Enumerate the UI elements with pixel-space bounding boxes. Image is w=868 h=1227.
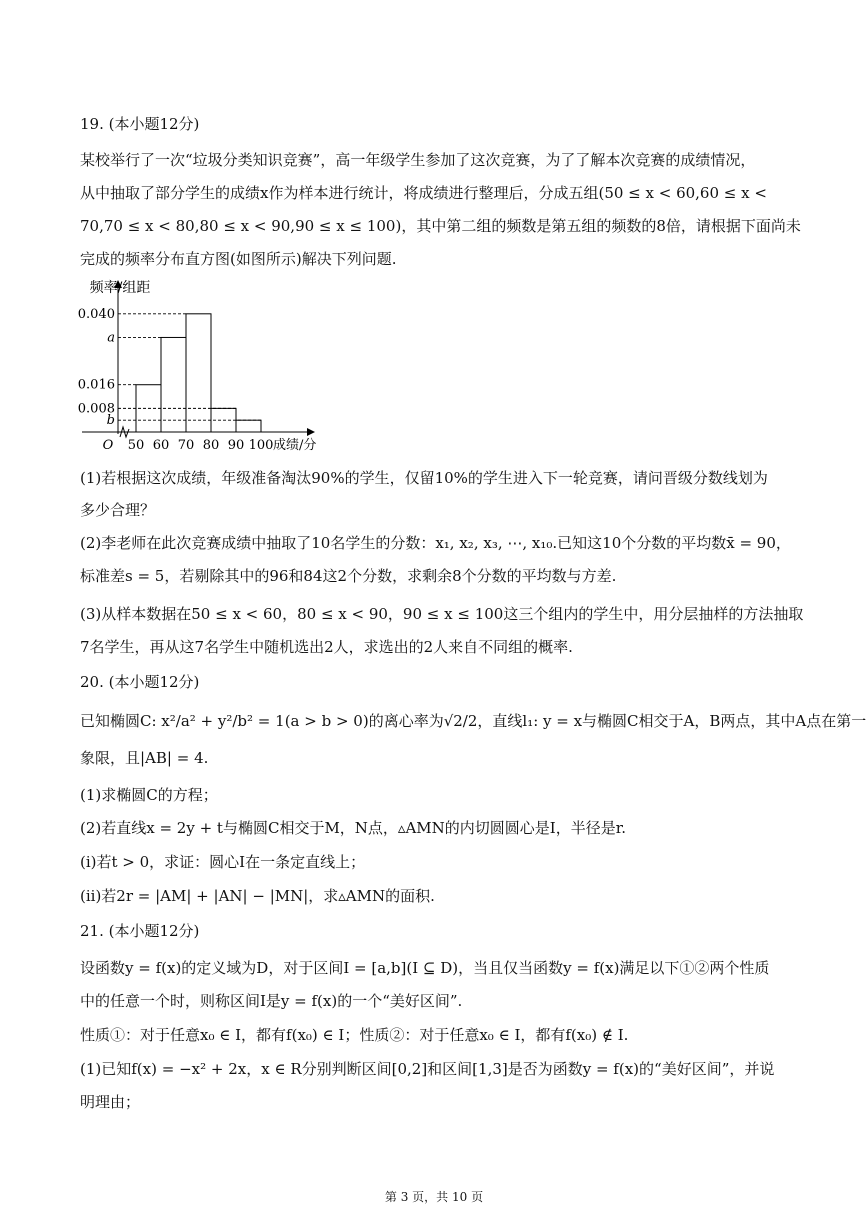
q19-text: 某校举行了一次“垃圾分类知识竞赛”，高一年级学生参加了这次竞赛，为了了解本次竞赛的成绩情况，: [80, 151, 756, 169]
q21-sub1: 明理由；: [80, 1093, 141, 1111]
x-tick-label: 70: [177, 438, 195, 453]
x-tick-label: 50: [127, 438, 145, 453]
q19-sub1: 多少合理？: [80, 501, 156, 519]
q20-text: 象限，且|AB| = 4.: [80, 749, 209, 767]
q19-sub2: 标准差s = 5，若剔除其中的96和84这2个分数，求剩余8个分数的平均数与方差.: [80, 567, 617, 585]
q21-sub1: (1)已知f(x) = −x² + 2x，x ∈ R分别判断区间[0,2]和区间[1,3]是否为函数y = f(x)的“美好区间”，并说: [80, 1060, 775, 1078]
x-tick-label: 60: [152, 438, 170, 453]
frequency-histogram: [78, 276, 378, 456]
q20-header: 20. (本小题12分): [80, 673, 200, 691]
q21-text: 中的任意一个时，则称区间I是y = f(x)的一个“美好区间”.: [80, 992, 463, 1010]
y-tick-label: 0.040: [78, 306, 115, 322]
q19-text: 70,70 ≤ x < 80,80 ≤ x < 90,90 ≤ x ≤ 100)，其中第二组的频数是第五组的频数的8倍，请根据下面尚未: [80, 217, 801, 235]
q19-sub2: (2)李老师在此次竞赛成绩中抽取了10名学生的分数：x₁, x₂, x₃, ⋯, x₁₀.已知这10个分数的平均数x̄ = 90，: [80, 534, 791, 552]
histogram-bar: [236, 420, 261, 432]
histogram-bar: [161, 337, 186, 432]
x-tick-label: 100: [248, 438, 274, 453]
y-tick-label: 0.008: [78, 401, 115, 417]
origin-label: O: [102, 438, 114, 453]
x-tick-label: 90: [227, 438, 245, 453]
q20-sub2i: (i)若t > 0，求证：圆心I在一条定直线上；: [80, 853, 366, 871]
q19-sub3: 7名学生，再从这7名学生中随机选出2人，求选出的2人来自不同组的概率.: [80, 638, 573, 656]
x-tick-label: 80: [202, 438, 220, 453]
histogram-bar: [186, 314, 211, 432]
y-tick-label: a: [107, 330, 115, 346]
q20-sub2: (2)若直线x = 2y + t与椭圆C相交于M，N点，▵AMN的内切圆圆心是I，半径是r.: [80, 819, 626, 837]
x-axis-label: 成绩/分: [273, 438, 317, 453]
q21-text: 性质①：对于任意x₀ ∈ I，都有f(x₀) ∈ I；性质②：对于任意x₀ ∈ I，都有f(x₀) ∉ I.: [80, 1026, 629, 1044]
q19-text: 从中抽取了部分学生的成绩x作为样本进行统计，将成绩进行整理后，分成五组(50 ≤ x < 60,60 ≤ x <: [80, 184, 767, 202]
y-tick-label: b: [106, 413, 115, 429]
q20-text: 已知椭圆C: x²/a² + y²/b² = 1(a > b > 0)的离心率为√2/2，直线l₁: y = x与椭圆C相交于A，B两点，其中A点在第一: [80, 712, 867, 730]
y-axis-label: 频率/组距: [89, 280, 151, 296]
q19-sub1: (1)若根据这次成绩，年级准备淘汰90%的学生，仅留10%的学生进入下一轮竞赛，请问晋级分数线划为: [80, 469, 768, 487]
axis-break-mark: [120, 427, 129, 437]
q19-header: 19. (本小题12分): [80, 115, 200, 133]
q21-header: 21. (本小题12分): [80, 922, 200, 940]
q20-sub2ii: (ii)若2r = |AM| + |AN| − |MN|，求▵AMN的面积.: [80, 887, 435, 905]
q20-sub1: (1)求椭圆C的方程；: [80, 786, 218, 804]
q21-text: 设函数y = f(x)的定义域为D，对于区间I = [a,b](I ⊆ D)，当且仅当函数y = f(x)满足以下①②两个性质: [80, 959, 770, 977]
q19-sub3: (3)从样本数据在50 ≤ x < 60，80 ≤ x < 90，90 ≤ x ≤ 100这三个组内的学生中，用分层抽样的方法抽取: [80, 605, 804, 623]
y-tick-label: 0.016: [78, 377, 115, 393]
page-footer: 第 3 页，共 10 页: [384, 1190, 484, 1204]
q19-text: 完成的频率分布直方图(如图所示)解决下列问题.: [80, 250, 397, 268]
